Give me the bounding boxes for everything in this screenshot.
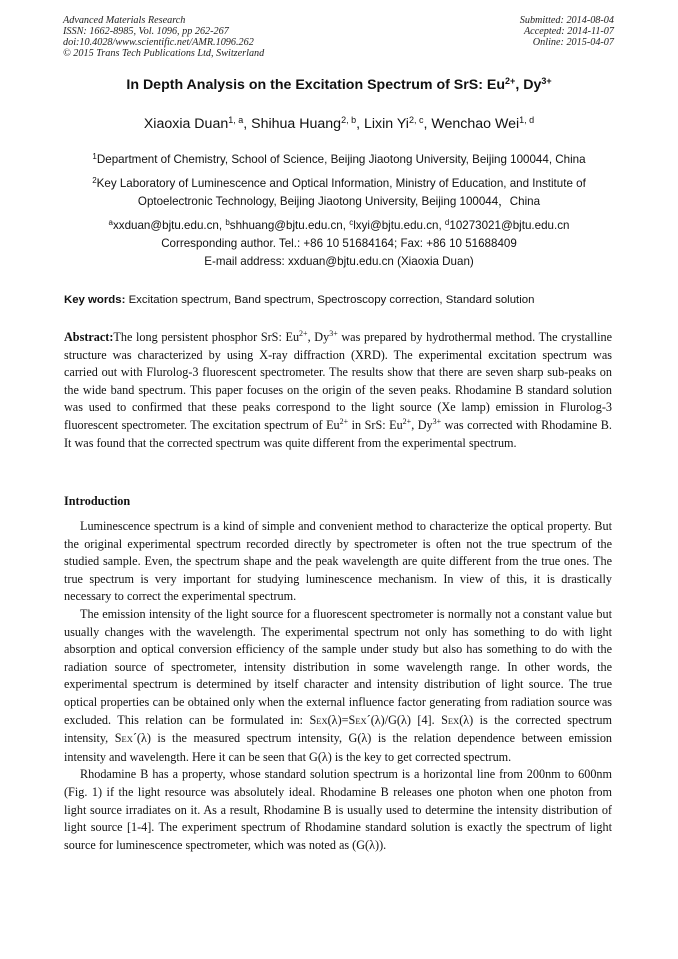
author-name: Lixin Yi <box>363 116 409 132</box>
abstract: Abstract:The long persistent phosphor SrS: $Eu^{2+}$, $Dy^{3+}$ was prepared by hydrothermal method. The crystalline structure was characterized by using X-ray diffraction (XRD). The experimental excitation spectrum was carried out with Flurolog-3 fluorescent spectrometer. The results show that there are seven sharp sub-peaks on the wide band spectrum. This paper focuses on the origin of the seven peaks. Rhodamine B standard solution was used to confirmed that these peaks correspond to the light source (Xe lamp) emission in Flurolog-3 fluorescent spectrometer. The excitation spectrum of $Eu^{2+}$ in SrS: $Eu^{2+}$, $Dy^{3+}$ was corrected with Rhodamine B. It was found that the corrected spectrum was quite different from the experimental spectrum. <box>64 329 612 450</box>
introduction-body <box>64 518 612 854</box>
paper-title: In Depth Analysis on the Excitation Spectrum of SrS: $Eu^{2+}$, $Dy^{3+}$ <box>126 76 552 93</box>
author-name: Xiaoxia Duan <box>143 116 229 132</box>
email-list: $^a$xxduan@bjtu.edu.cn, $^b$shhuang@bjtu.edu.cn, $^c$lxyi@bjtu.edu.cn, $^d$10273021@bjtu.edu.cn <box>108 218 570 232</box>
contact-block <box>0 217 678 271</box>
email-link[interactable]: lxyi@bjtu.edu.cn <box>353 219 439 232</box>
author-name: Shihua Huang <box>251 116 342 132</box>
affiliation-1: $^1$Department of Chemistry, School of Science, Beijing Jiaotong University, Beijing 100044, China <box>92 152 586 166</box>
online-date: Online: 2015-04-07 <box>532 37 614 48</box>
affiliation-2: $^2$Key Laboratory of Luminescence and Optical Information, Ministry of Education, and Institute of Optoelectronic Technology, Beijing Jiaotong University, Beijing 100044，China <box>92 176 586 208</box>
journal-header <box>63 15 264 59</box>
dates-header <box>520 15 614 48</box>
paragraph: Rhodamine B has a property, whose standard solution spectrum is a horizontal line from 200nm to 600nm (Fig. 1) if the light resource was absolutely ideal. Rhodamine B releases one photon when one photon from light source irradiates on it. As a result, Rhodamine B is usually used to determine the intensity distribution of light source [1-4]. The experiment spectrum of Rhodamine standard solution is exactly the spectrum of light source for luminescence spectrometer, which was noted as (G(λ)). <box>64 767 612 852</box>
email-link[interactable]: shhuang@bjtu.edu.cn <box>229 219 343 232</box>
abstract-label: Abstract: <box>64 330 114 344</box>
keywords-text: Excitation spectrum, Band spectrum, Spectroscopy correction, Standard solution <box>128 294 535 306</box>
author-list: Xiaoxia Duan$^{1, a}$, Shihua Huang$^{2, b}$, Lixin Yi$^{2, c}$, Wenchao Wei$^{1, d}$ <box>143 115 535 132</box>
keywords <box>64 294 624 306</box>
paragraph: Luminescence spectrum is a kind of simple and convenient method to characterize the optical property. But the original experimental spectrum recorded directly by spectrometer is often not the true spectrum of the studied sample. Even, the spectrum shape and the peak wavelength are quite different from the true ones. The true spectrum is very important for studying luminescence mechanism. In view of this, it is drastically necessary to correct the experimental spectrum. <box>64 519 612 604</box>
corresponding-author: Corresponding author. Tel.: +86 10 51684164; Fax: +86 10 51688409 <box>161 237 517 250</box>
journal-issn: ISSN: 1662-8985, Vol. 1096, pp 262-267 <box>63 26 229 37</box>
keywords-label: Key words: <box>64 294 126 306</box>
accepted-date: Accepted: 2014-11-07 <box>523 26 614 37</box>
email-link[interactable]: xxduan@bjtu.edu.cn <box>112 219 219 232</box>
paragraph: The emission intensity of the light source for a fluorescent spectrometer is normally not a constant value but usually changes with the wavelength. The experimental spectrum not only has something to do with light absorption and optical conversion efficiency of the sample under study but also has something to do with the radiation source of spectrometer, intensity distribution in some wavelength range. In other words, the experimental spectrum is determined by itself character and intensity distribution of light source. The true optical properties can be obtained only when the external influence factor generating from radiation source was excluded. This relation can be formulated in: SEX(λ)=SEX´(λ)/G(λ) [4]. SEX(λ) is the corrected spectrum intensity, SEX´(λ) is the measured spectrum intensity, G(λ) is the relation dependence between emission intensity and wavelength. Here it can be seen that G(λ) is the key to get corrected spectrum. <box>64 606 613 764</box>
email-link[interactable]: 10273021@bjtu.edu.cn <box>449 219 570 232</box>
journal-name: Advanced Materials Research <box>63 15 186 26</box>
journal-doi: doi:10.4028/www.scientific.net/AMR.1096.262 <box>63 37 254 48</box>
journal-copyright: © 2015 Trans Tech Publications Ltd, Switzerland <box>63 48 265 59</box>
submitted-date: Submitted: 2014-08-04 <box>519 15 614 26</box>
section-heading: Introduction <box>64 494 131 508</box>
author-name: Wenchao Wei <box>431 116 520 132</box>
corresponding-email: E-mail address: xxduan@bjtu.edu.cn (Xiaoxia Duan) <box>204 255 474 268</box>
